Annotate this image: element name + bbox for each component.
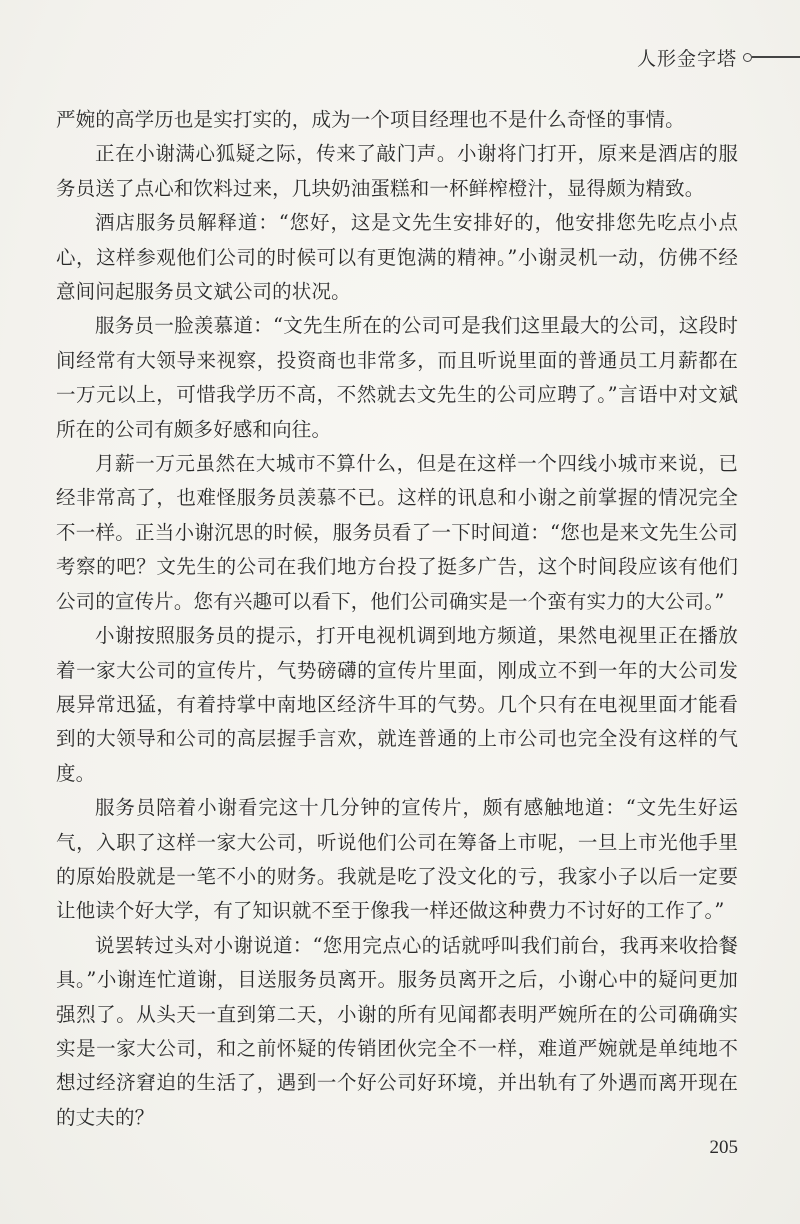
paragraph-4: 服务员一脸羡慕道：“文先生所在的公司可是我们这里最大的公司，这段时间经常有大领导来视察，投资商也非常多，而且听说里面的普通员工月薪都在一万元以上，可惜我学历不高，不然就去文先生的公司应聘了。”言语中对文斌所在的公司有颇多好感和向往。	[56, 314, 738, 441]
header-ornament-circle-icon	[743, 53, 752, 62]
paragraph-3: 酒店服务员解释道：“您好，这是文先生安排好的，他安排您先吃点小点心，这样参观他们公司的时候可以有更饱满的精神。”小谢灵机一动，仿佛不经意间问起服务员文斌公司的状况。	[56, 211, 738, 304]
page-number: 205	[709, 1137, 738, 1158]
paragraph-5: 月薪一万元虽然在大城市不算什么，但是在这样一个四线小城市来说，已经非常高了，也难怪服务员羡慕不已。这样的讯息和小谢之前掌握的情况完全不一样。正当小谢沉思的时候，服务员看了一下时间道：“您也是来文先生公司考察的吧？文先生的公司在我们地方台投了挺多广告，这个时间段应该有他们公司的宣传片。您有兴趣可以看下，他们公司确实是一个蛮有实力的大公司。”	[56, 452, 738, 613]
paragraph-8: 说罢转过头对小谢说道：“您用完点心的话就呼叫我们前台，我再来收拾餐具。”小谢连忙道谢，目送服务员离开。服务员离开之后，小谢心中的疑问更加强烈了。从头天一直到第二天，小谢的所有见闻都表明严婉所在的公司确确实实是一家大公司，和之前怀疑的传销团伙完全不一样，难道严婉就是单纯地不想过经济窘迫的生活了，遇到一个好公司好环境，并出轨有了外遇而离开现在的丈夫的？	[56, 933, 738, 1129]
paragraph-6: 小谢按照服务员的提示，打开电视机调到地方频道，果然电视里正在播放着一家大公司的宣传片，气势磅礴的宣传片里面，刚成立不到一年的大公司发展异常迅猛，有着持掌中南地区经济牛耳的气势。几个只有在电视里面才能看到的大领导和公司的高层握手言欢，就连普通的上市公司也完全没有这样的气度。	[56, 624, 738, 785]
paragraph-2: 正在小谢满心狐疑之际，传来了敲门声。小谢将门打开，原来是酒店的服务员送了点心和饮料过来，几块奶油蛋糕和一杯鲜榨橙汁，显得颇为精致。	[56, 142, 738, 200]
header-title: 人形金字塔	[636, 47, 737, 70]
paragraph-1: 严婉的高学历也是实打实的，成为一个项目经理也不是什么奇怪的事情。	[56, 108, 685, 131]
running-header	[637, 42, 800, 72]
paragraph-7: 服务员陪着小谢看完这十几分钟的宣传片，颇有感触地道：“文先生好运气，入职了这样一家大公司，听说他们公司在筹备上市呢，一旦上市光他手里的原始股就是一笔不小的财务。我就是吃了没文化的亏，我家小子以后一定要让他读个好大学，有了知识就不至于像我一样还做这种费力不讨好的工作了。”	[56, 796, 738, 923]
body-text	[56, 103, 738, 1135]
header-ornament-line	[752, 56, 800, 58]
